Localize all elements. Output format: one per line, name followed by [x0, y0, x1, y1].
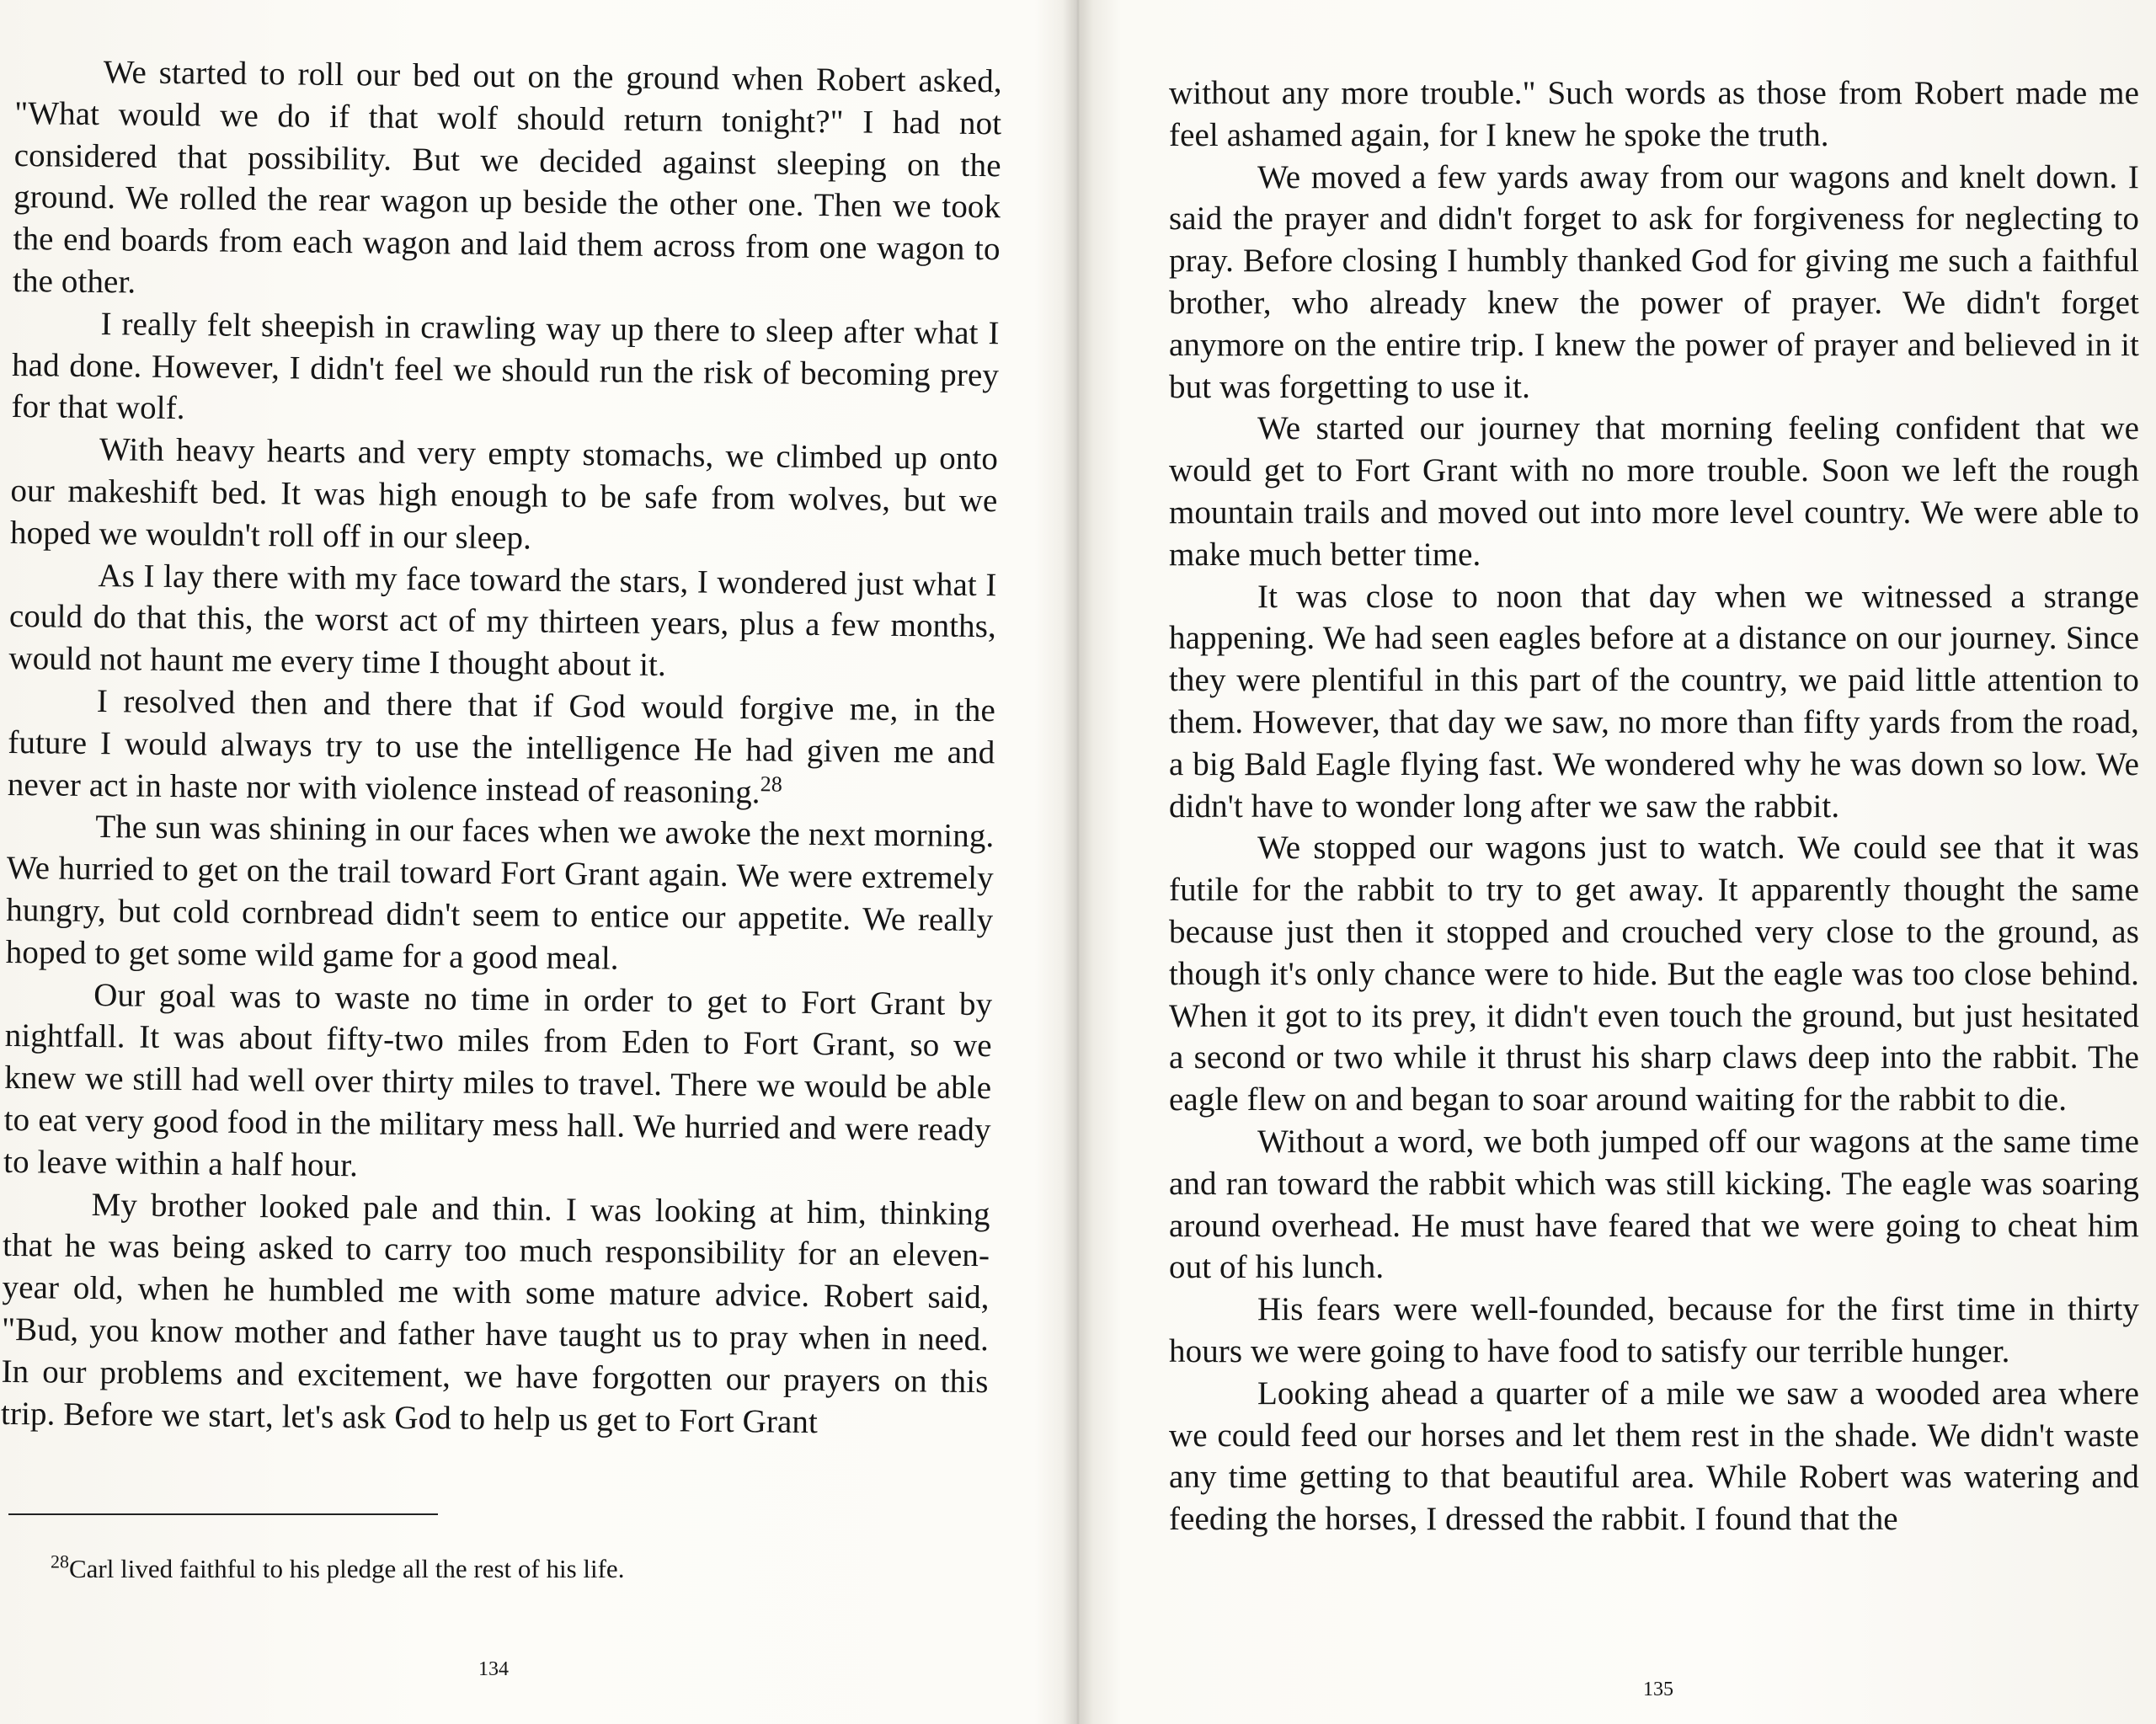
- paragraph: We started to roll our bed out on the ground when Robert asked, "What would we do if that wolf should return tonight?" I had not considered that possibility. But we decided against sleeping on the ground. We rolled the rear wagon up beside the other one. Then we took the end boards from each wagon and laid them across from one wagon to the other.: [12, 54, 1002, 301]
- paragraph-continuation: without any more trouble." Such words as those from Robert made me feel ashamed again, for I knew he spoke the truth.: [1169, 75, 2139, 153]
- footnote-reference: 28: [760, 771, 783, 797]
- right-page: [1085, 0, 2156, 1724]
- footnote-divider: [8, 1513, 438, 1515]
- paragraph: Our goal was to waste no time in order to get to Fort Grant by nightfall. It was about fifty-two miles from Eden to Fort Grant, so we knew we still had well over thirty miles to travel. There we would be able to eat very good food in the military mess hall. We hurried and were ready to leave within a half hour.: [3, 976, 993, 1184]
- paragraph: We stopped our wagons just to watch. We could see that it was futile for the rabbit to try to get away. It apparently thought the same because just then it stopped and crouched very close to the ground, as though it's only chance were to hide. But the eagle was too close behind. When it got to its prey, it didn't even touch the ground, but just hesitated a second or two while it thrust his sharp claws deep into the rabbit. The eagle flew on and began to soar around waiting for the rabbit to die.: [1169, 830, 2139, 1118]
- paragraph: I really felt sheepish in crawling way up there to sleep after what I had done. However, I didn't feel we should run the risk of becoming prey for that wolf.: [11, 305, 1000, 427]
- paragraph: With heavy hearts and very empty stomachs, we climbed up onto our makeshift bed. It was high enough to be safe from wolves, but we hoped we wouldn't roll off in our sleep.: [9, 431, 999, 557]
- paragraph: As I lay there with my face toward the stars, I wondered just what I could do that this, the worst act of my thirteen years, plus a few months, would not haunt me every time I thought about it.: [8, 557, 997, 684]
- left-page-body-text: [1, 51, 1002, 1444]
- footnote-number: 28: [51, 1551, 69, 1572]
- paragraph-text: I resolved then and there that if God would forgive me, in the future I would always try to use the intelligence He had given me and never act in haste nor with violence instead of reasoning.: [7, 683, 996, 810]
- paragraph: We started our journey that morning feeling confident that we would get to Fort Grant with no more trouble. Soon we left the rough mountain trails and moved out into more level country. We were able to make much better time.: [1169, 410, 2139, 573]
- page-number: 134: [478, 1658, 509, 1680]
- paragraph: Looking ahead a quarter of a mile we saw a wooded area where we could feed our horses and let them rest in the shade. We didn't waste any time getting to that beautiful area. While Robert was watering and feeding the horses, I dressed the rabbit. I found that the: [1169, 1374, 2139, 1538]
- paragraph: Without a word, we both jumped off our wagons at the same time and ran toward the rabbit which was still kicking. The eagle was soaring around overhead. He must have feared that we were going to cheat him out of his lunch.: [1169, 1123, 2139, 1286]
- paragraph: The sun was shining in our faces when we awoke the next morning. We hurried to get on the trail toward Fort Grant again. We were extremely hungry, but cold cornbread didn't seem to entice our appetite. We really hoped to get some wild game for a good meal.: [5, 809, 995, 977]
- left-page: [0, 0, 1074, 1724]
- paragraph: We moved a few yards away from our wagons and knelt down. I said the prayer and didn't forget to ask for forgiveness for neglecting to pray. Before closing I humbly thanked God for giving me such a faithful brother, who already knew the power of prayer. We didn't forget anymore on the entire trip. I knew the power of prayer and believed in it but was forgetting to use it.: [1169, 158, 2139, 405]
- page-number: 135: [1643, 1679, 1673, 1700]
- footnote: [51, 1552, 624, 1586]
- paragraph: His fears were well-founded, because for the first time in thirty hours we were going to have food to satisfy our terrible hunger.: [1169, 1291, 2139, 1369]
- paragraph-with-footnote-ref: [8, 680, 996, 816]
- paragraph: My brother looked pale and thin. I was looking at him, thinking that he was being asked to carry too much responsibility for an eleven-year old, when he humbled me with some mature advice. Robert said, "Bud, you know mother and father have taught us to pray when in need. In our problems and excitement, we have forgotten our prayers on this trip. Before we start, let's ask God to help us get to Fort Grant: [0, 1186, 990, 1440]
- paragraph: It was close to noon that day when we witnessed a strange happening. We had seen eagles before at a distance on our journey. Since they were plentiful in this part of the country, we paid little attention to them. However, that day we saw, no more than fifty yards from the road, a big Bald Eagle flying fast. We wondered why he was down so low. We didn't have to wonder long after we saw the rabbit.: [1169, 578, 2139, 825]
- footnote-text: Carl lived faithful to his pledge all the rest of his life.: [69, 1554, 625, 1583]
- right-page-body-text: [1169, 72, 2139, 1540]
